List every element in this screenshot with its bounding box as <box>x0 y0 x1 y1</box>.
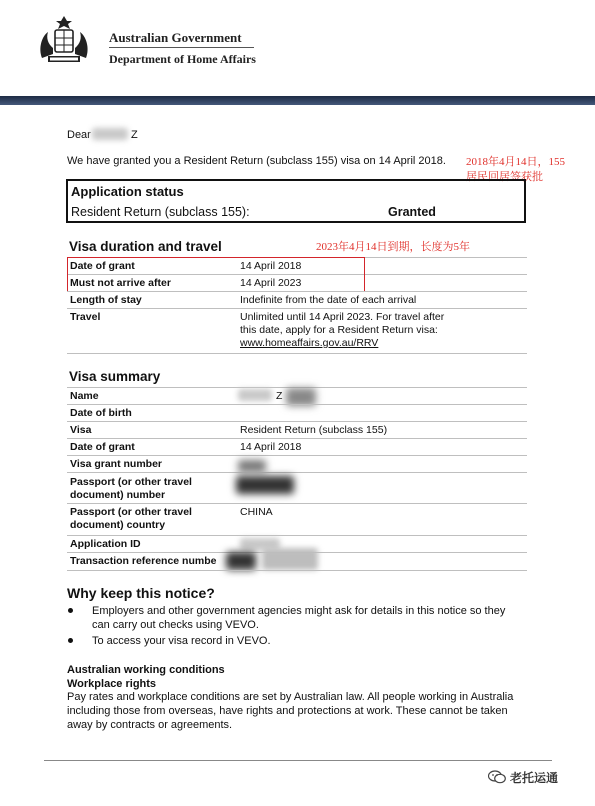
row-label: Name <box>70 390 99 402</box>
application-status-visa: Resident Return (subclass 155): <box>71 205 250 219</box>
row-label: Travel <box>70 311 101 323</box>
rrv-link[interactable]: www.homeaffairs.gov.au/RRV <box>240 337 379 349</box>
bullet <box>68 638 73 643</box>
visa-summary-title: Visa summary <box>69 369 161 384</box>
row-label-line: Passport (or other travel <box>70 506 192 518</box>
row-divider <box>67 353 527 354</box>
redacted-number <box>238 460 266 472</box>
annotation-expiry: 2023年4月14日到期，长度为5年 <box>316 241 470 253</box>
coat-of-arms-logo <box>34 14 94 66</box>
working-conditions-text: away by contracts or agreements. <box>67 719 233 731</box>
row-divider <box>67 472 527 473</box>
row-value-line: this date, apply for a Resident Return visa: <box>240 324 438 336</box>
redacted-name <box>238 389 272 401</box>
row-value: Z <box>276 390 283 402</box>
wechat-icon <box>488 770 506 784</box>
working-conditions-text: including those from overseas, have rights and protections at work. These cannot be taken <box>67 705 508 717</box>
row-divider <box>67 438 527 439</box>
row-label: Transaction reference numbe <box>70 555 217 567</box>
row-divider <box>67 291 527 292</box>
bullet-text: To access your visa record in VEVO. <box>92 635 271 647</box>
highlight-box <box>67 257 365 292</box>
redacted-reference <box>226 552 256 570</box>
row-value-line: Unlimited until 14 April 2023. For travel after <box>240 311 445 323</box>
row-divider <box>67 455 527 456</box>
bullet <box>68 608 73 613</box>
row-value: CHINA <box>240 506 273 518</box>
salutation-initial: Z <box>131 129 138 141</box>
department-name: Department of Home Affairs <box>109 52 256 66</box>
redacted-number <box>236 476 294 494</box>
row-divider <box>67 421 527 422</box>
row-label: Date of grant <box>70 260 135 272</box>
row-label: Length of stay <box>70 294 142 306</box>
row-divider <box>67 503 527 504</box>
row-label: Must not arrive after <box>70 277 171 289</box>
redacted-reference <box>262 548 318 570</box>
application-status-title: Application status <box>71 184 184 199</box>
row-value: 14 April 2018 <box>240 260 302 272</box>
row-label-line: document) country <box>70 519 166 531</box>
row-divider <box>67 404 527 405</box>
row-label: Date of birth <box>70 407 132 419</box>
working-conditions-text: Pay rates and workplace conditions are set by Australian law. All people working in Australia <box>67 691 514 703</box>
row-divider <box>67 308 527 309</box>
working-conditions-title: Australian working conditions <box>67 664 225 676</box>
intro-text: We have granted you a Resident Return (subclass 155) visa on 14 April 2018. <box>67 155 446 167</box>
header-banner <box>0 96 595 105</box>
annotation-grant-line2: 居民回居签获批 <box>466 171 543 183</box>
annotation-grant-line1: 2018年4月14日，155 <box>466 156 565 168</box>
row-label: Date of grant <box>70 441 135 453</box>
row-divider <box>67 535 527 536</box>
header-divider <box>109 47 254 48</box>
footer-divider <box>44 760 552 761</box>
bullet-text: Employers and other government agencies might ask for details in this notice so they <box>92 605 506 617</box>
workplace-rights-title: Workplace rights <box>67 678 157 690</box>
row-label: Visa grant number <box>70 458 162 470</box>
row-value: 14 April 2023 <box>240 277 302 289</box>
row-label-line: document) number <box>70 489 166 501</box>
row-label: Visa <box>70 424 92 436</box>
visa-duration-title: Visa duration and travel <box>69 239 222 254</box>
row-value: Resident Return (subclass 155) <box>240 424 388 436</box>
salutation-prefix: Dear <box>67 129 91 141</box>
why-keep-title: Why keep this notice? <box>67 585 215 601</box>
row-divider <box>67 570 527 571</box>
row-label-line: Passport (or other travel <box>70 476 192 488</box>
government-name: Australian Government <box>109 30 242 45</box>
row-value: 14 April 2018 <box>240 441 302 453</box>
row-value: Indefinite from the date of each arrival <box>240 294 417 306</box>
status-badge: Granted <box>388 205 436 219</box>
watermark-text: 老托运通 <box>510 771 559 785</box>
bullet-text: can carry out checks using VEVO. <box>92 619 259 631</box>
redacted-name <box>92 128 128 140</box>
row-label: Application ID <box>70 538 141 550</box>
